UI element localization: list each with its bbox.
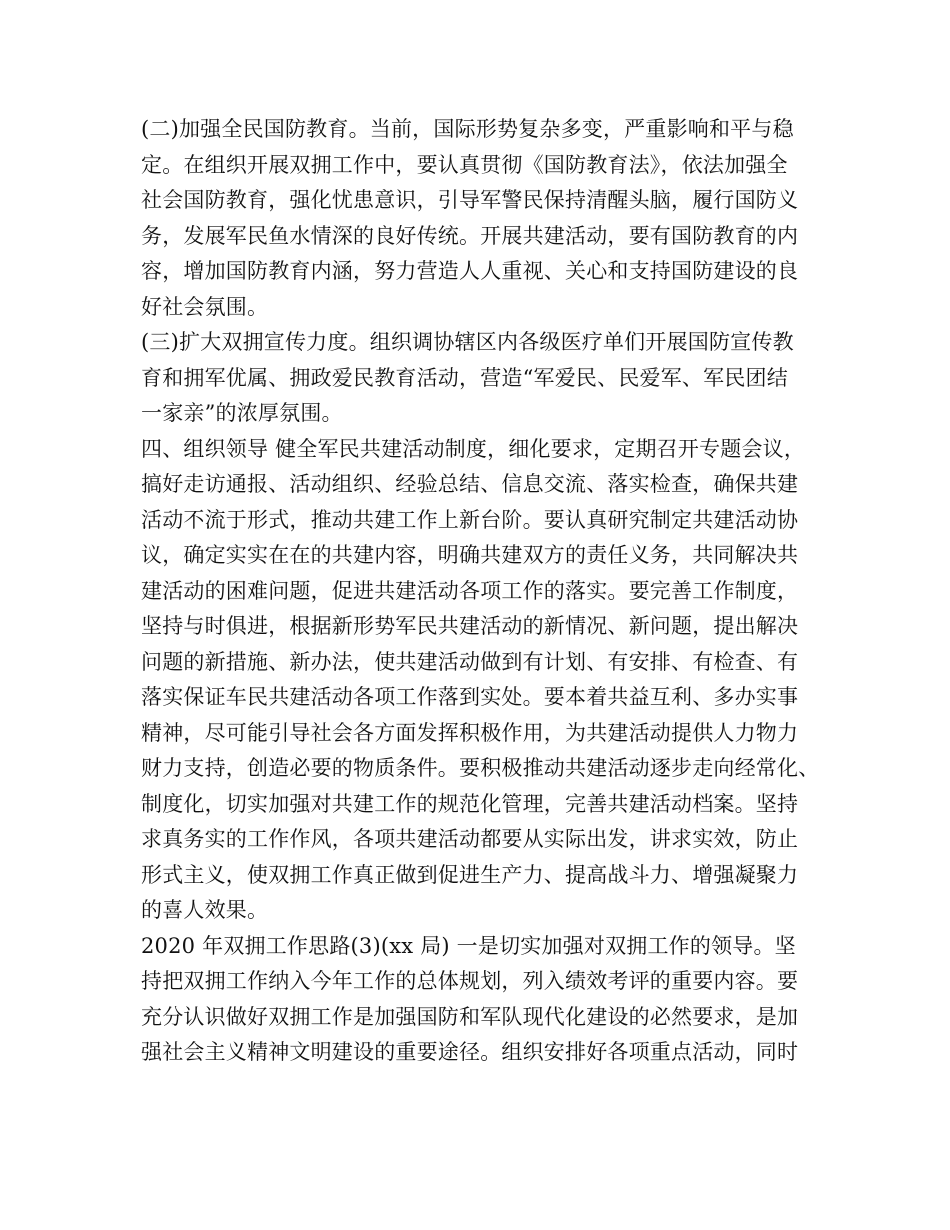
text-line: 问题的新措施、新办法，使共建活动做到有计划、有安排、有检查、有 <box>141 649 799 674</box>
text-line: 搞好走访通报、活动组织、经验总结、信息交流、落实检查，确保共建 <box>141 472 799 496</box>
text-line: 容，增加国防教育内涵，努力营造人人重视、关心和支持国防建设的良 <box>141 259 799 283</box>
text-line: 定。在组织开展双拥工作中，要认真贯彻《国防教育法》，依法加强全 <box>141 152 788 177</box>
text-line: 落实保证车民共建活动各项工作落到实处。要本着共益互利、多办实事 <box>141 685 799 709</box>
text-line: 持把双拥工作纳入今年工作的总体规划，列入绩效考评的重要内容。要 <box>141 969 799 993</box>
text-line: 精神，尽可能引导社会各方面发挥积极作用，为共建活动提供人力物力 <box>141 720 799 745</box>
text-line: 四、组织领导 健全军民共建活动制度，细化要求，定期召开专题会议， <box>141 436 806 461</box>
text-line: 建活动的困难问题，促进共建活动各项工作的落实。要完善工作制度， <box>141 578 799 603</box>
text-line: 坚持与时俱进，根据新形势军民共建活动的新情况、新问题，提出解决 <box>141 614 799 638</box>
text-line: 强社会主义精神文明建设的重要途径。组织安排好各项重点活动，同时 <box>141 1040 799 1064</box>
text-line: 务，发展军民鱼水情深的良好传统。开展共建活动，要有国防教育的内 <box>141 223 799 248</box>
text-line: 议，确定实实在在的共建内容，明确共建双方的责任义务，共同解决共 <box>141 543 799 567</box>
text-line: 2020 年双拥工作思路(3)(xx 局) 一是切实加强对双拥工作的领导。坚 <box>141 933 796 958</box>
text-line: 好社会氛围。 <box>141 294 269 319</box>
text-line: 社会国防教育，强化忧患意识，引导军警民保持清醒头脑，履行国防义 <box>141 188 799 212</box>
text-line: 的喜人效果。 <box>141 898 269 922</box>
text-line: 财力支持，创造必要的物质条件。要积极推动共建活动逐步走向经常化、 <box>141 756 820 780</box>
text-line: 育和拥军优属、拥政爱民教育活动，营造“军爱民、民爱军、军民团结 <box>141 365 788 390</box>
text-line: 一家亲”的浓厚氛围。 <box>141 401 343 425</box>
text-line: 充分认识做好双拥工作是加强国防和军队现代化建设的必然要求，是加 <box>141 1004 799 1029</box>
text-line: 求真务实的工作作风，各项共建活动都要从实际出发，讲求实效，防止 <box>141 827 799 851</box>
text-line: (三)扩大双拥宣传力度。组织调协辖区内各级医疗单们开展国防宣传教 <box>141 330 794 354</box>
text-line: 制度化，切实加强对共建工作的规范化管理，完善共建活动档案。坚持 <box>141 791 799 816</box>
document-body <box>141 112 821 1071</box>
text-line: (二)加强全民国防教育。当前，国际形势复杂多变，严重影响和平与稳 <box>141 117 794 141</box>
text-line: 形式主义，使双拥工作真正做到促进生产力、提高战斗力、增强凝聚力 <box>141 862 799 887</box>
text-line: 活动不流于形式，推动共建工作上新台阶。要认真研究制定共建活动协 <box>141 507 799 532</box>
